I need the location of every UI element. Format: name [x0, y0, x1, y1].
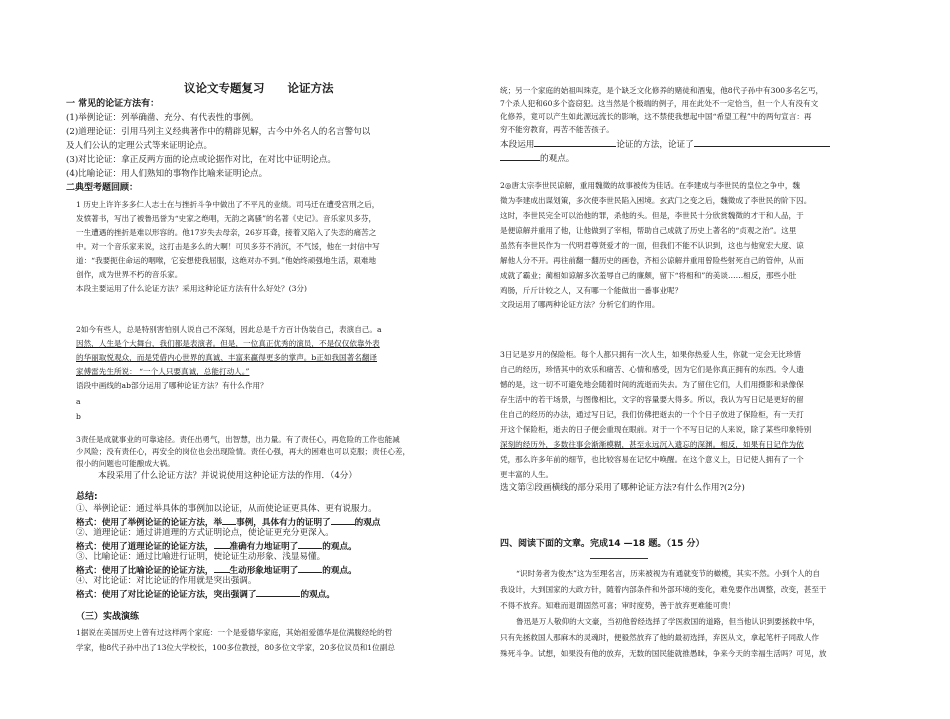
- part4-line: “识时务者为俊杰”这为至理名言，历来被视为有通就变节的橄榄，其实不然。小到个人的自: [516, 569, 820, 578]
- part4-line: 只有先拯救国人那麻木的灵魂时，便毅然放弃了他的最初选择，弃医从文，拿起笔杆子同敌人作: [500, 633, 819, 642]
- part4-heading: 四、阅读下面的文章。完成14 —18 题。（15 分）: [500, 539, 705, 549]
- summary-desc: ③、比喻论证：通过比喻进行证明，使论证生动形象、浅显易懂。: [76, 552, 326, 562]
- r1-line: 7个杀人犯和60多个盗窃犯。这当然是个极端的例子，用在此处不一定恰当，但一个人有没有文: [500, 99, 819, 108]
- page-title: 议论文专题复习 论证方法: [184, 81, 334, 95]
- summary-format: 格式：使用了对比论证的论证方法，突出强调了 的观点。: [76, 587, 335, 601]
- r3-line: 开这个保险柜，逝去的日子便会重现在眼前。对于一个不写日记的人来说，除了某些印象特别: [500, 425, 812, 434]
- intro-item: (4)比喻论证：用人们熟知的事物作比喻来证明论点。: [66, 169, 268, 179]
- q3-line: 3责任是成就事业的可靠途径。责任出勇气，出智慧，出力量。有了责任心，再危险的工作也能减: [76, 435, 400, 444]
- summary-format: 格式：使用了比喻论证的论证方法， 生动形象地证明了 的观点。: [76, 563, 357, 577]
- r2-line: 鸡肠，斤斤计较之人，又有哪一个能做出一番事业呢？: [500, 286, 683, 295]
- r2-line: 这时，李世民完全可以治他的罪，杀他的头。但是，李世民十分欣赏魏徵的才干和人品，于: [500, 211, 804, 220]
- divider: [590, 558, 648, 559]
- r3-line: 自己的经历，珍惜其中的欢乐和痛苦、心情和感受，因为它们是你真正拥有的东西。令人遗: [500, 365, 804, 374]
- intro-item: (1)举例论证：列举确凿、充分、有代表性的事例。: [66, 113, 259, 123]
- r1-fill-end: 的观点。: [500, 151, 574, 165]
- q3-line: 少风险；没有责任心，再安全的岗位也会出现险情。责任心强，再大的困难也可以克服；责任心差，: [76, 447, 411, 456]
- q2-line: 家傅雷先生所说： “一个人只要真诚，总能打动人。”: [76, 367, 250, 376]
- summary-format: 格式：使用了道理论证的论证方法， 准确有力地证明了 的观点。: [76, 539, 357, 553]
- q2-line: 因然，人生是个大舞台，我们都是表演者。但是，一位真正优秀的演员，不是仅仅依靠外表: [76, 339, 380, 348]
- q2-answer-b: b: [76, 412, 81, 421]
- intro-item: (2)道理论证：引用马列主义经典著作中的精辟见解，古今中外名人的名言警句以: [66, 127, 371, 137]
- r2-line: 徵为李建成出谋划策，多次使李世民陷入困境。玄武门之变之后，魏徵成了李世民的阶下囚。: [500, 196, 812, 205]
- r2-line: 虽然有李世民作为一代明君尊贤爱才的一面，但我们不能不认识到，这也与他宽宏大度、谅: [500, 241, 804, 250]
- part4-line: 不得不放弃。知难而退谓固然可喜；审时度势，善于放弃更难能可贵！: [500, 601, 736, 610]
- summary-desc: ④、对比论证：对比论证的作用就是突出强调。: [76, 576, 257, 586]
- intro-item: (3)对比论证：拿正反两方面的论点或论据作对比，在对比中证明论点。: [66, 155, 336, 165]
- practice-line: 1据说在美国历史上曾有过这样两个家庭：一个是爱德华家庭，其始祖爱德华是位满腹经纶的哲: [76, 628, 393, 637]
- practice-line: 学家，他8代子孙中出了13位大学校长，100多位教授，80多位文学家，20多位议员和1位副总: [76, 643, 395, 652]
- r2-line: 2◎唐太宗李世民谅解，重用魏徵的故事被传为佳话。在李建成与李世民的皇位之争中，魏: [500, 181, 801, 190]
- summary-format: 格式：使用了举例论证的论证方法，举 事例，具体有力的证明了 的观点: [76, 515, 380, 529]
- r3-line: 凭，那么许多年前的细节，也比较容易在记忆中唤醒。在这个意义上，日记使人拥有了一个: [500, 455, 804, 464]
- summary-heading: 总结:: [76, 492, 98, 502]
- r2-line: 解他人分不开。再往前翻一翻历史的画卷，齐桓公谅解并重用曾险些射死自己的管仲，从而: [500, 256, 804, 265]
- r3-line: 3日记是岁月的保险柜。每个人都只拥有一次人生，如果你热爱人生，你就一定会无比珍惜: [500, 350, 801, 359]
- q1-line: 一生遭遇的挫折是难以形容的。他17岁失去母亲，26岁耳聋，接着又陷入了失恋的痛苦之: [76, 228, 377, 237]
- part4-line: 殊死斗争。试想，如果没有他的放弃，无数的国民能就推愚昧，争来今天的幸福生活吗？可见，放: [500, 649, 827, 658]
- q1-question: 本段主要运用了什么论证方法？采用这种论证方法有什么好处？(3分): [76, 284, 307, 293]
- intro-heading: 一 常见的论证方法有：: [66, 99, 160, 109]
- summary-desc: ②、道理论证：通过讲道理的方式证明论点，使论证更充分更深入。: [76, 528, 334, 538]
- q1-line: 1 历史上许许多多仁人志士在与挫折斗争中做出了不平凡的业绩。司马迁在遭受宫刑之后，: [76, 200, 380, 209]
- section-heading: 二典型考题回顾：: [66, 183, 139, 193]
- practice-heading: （三）实战演练: [76, 612, 140, 622]
- q1-line: 道：“我要扼住命运的咽喉，它妄想使我屈服，这绝对办不到。”他始终顽强地生活，艰难地: [76, 256, 377, 265]
- r3-question: 选文第②段画横线的部分采用了哪种论证方法?有什么作用?(2分): [500, 483, 745, 493]
- r2-line: 成就了霸业；蔺相如谅解多次羞辱自己的廉颇，留下“将相和”的美谈……相反，那些小肚: [500, 271, 797, 280]
- r3-line: 住自己的经历的办法，通过写日记，我们仿佛把逝去的一个个日子放进了保险柜，有一天打: [500, 410, 804, 419]
- r3-line: 存生活中的若干场景，与图像相比，文字的容量要大得多。所以，我认为写日记是更好的留: [500, 395, 804, 404]
- r3-line: 憾的是，这一切不可避免地会随着时间的流逝而失去。为了留住它们，人们用摄影和录像保: [500, 380, 804, 389]
- q1-line: 发愤著书，写出了被鲁迅誉为“史家之绝唱，无韵之离骚”的名著《史记》。音乐家贝多芬，: [76, 214, 377, 223]
- intro-item: 及人们公认的定理公式等来证明论点。: [66, 141, 213, 151]
- q3-line: 很小的问题也可能酿成大祸。: [76, 459, 175, 468]
- r2-line: 是便谅解并重用了他，让他做到了宰相，帮助自己成就了历史上著名的“贞观之治”。这里: [500, 226, 797, 235]
- q2-question: 语段中画线的ab部分运用了哪种论证方法？有什么作用？: [76, 381, 268, 390]
- part4-line: 我设计，大到国家的大政方针，随着内部条件和外部环境的变化，难免要作出调整，改变，甚至于: [500, 585, 827, 594]
- r1-fill: 本段运用 论证的方法，论证了: [500, 137, 830, 151]
- q2-line: 2如今有些人，总是特别害怕别人说自己不深刻，因此总是千方百计伪装自己，表演自己。a: [76, 325, 382, 334]
- q1-line: 创作，成为世界不朽的音乐家。: [76, 270, 183, 279]
- summary-desc: ①、举例论证：通过举具体的事例加以论证，从而使论证更具体、更有说服力。: [76, 504, 377, 514]
- r3-line: 深刻的经历外，多数往事会渐渐模糊，甚至永远沉入遗忘的深渊。相反，如果有日记作为依: [500, 440, 804, 449]
- q2-answer-a: a: [76, 397, 81, 406]
- q3-question: 本段采用了什么论证方法？并说说使用这种论证方法的作用．（4分）: [98, 471, 357, 481]
- r1-line: 统；另一个家庭的始祖叫珠克，是个缺乏文化修养的赌徒和酒鬼，他8代子孙中有300多名乞丐，: [500, 86, 824, 95]
- q1-line: 中。对一个音乐家来说，这打击是多么的大啊！可贝多芬不消沉，不气馁，他在一封信中写: [76, 242, 380, 251]
- part4-line: 鲁迅是万人敬仰的大文豪，当初他曾经选择了学医救国的道路，但当他认识到要拯救中华，: [516, 617, 820, 626]
- r1-line: 化修养，竟可以产生如此源远流长的影响，这不禁使我想起中国“希望工程”中的两句宣言：再: [500, 112, 812, 121]
- r3-line: 更丰富的人生。: [500, 470, 554, 479]
- r2-question: 文段运用了哪两种论证方法？分析它们的作用。: [500, 300, 660, 309]
- q2-line: 的华丽取悦观众，而是凭借内心世界的真诚、丰富来赢得更多的掌声。b正如我国著名翻译: [76, 353, 378, 362]
- r1-line: 穷不能穷教育，再苦不能苦孩子。: [500, 125, 614, 134]
